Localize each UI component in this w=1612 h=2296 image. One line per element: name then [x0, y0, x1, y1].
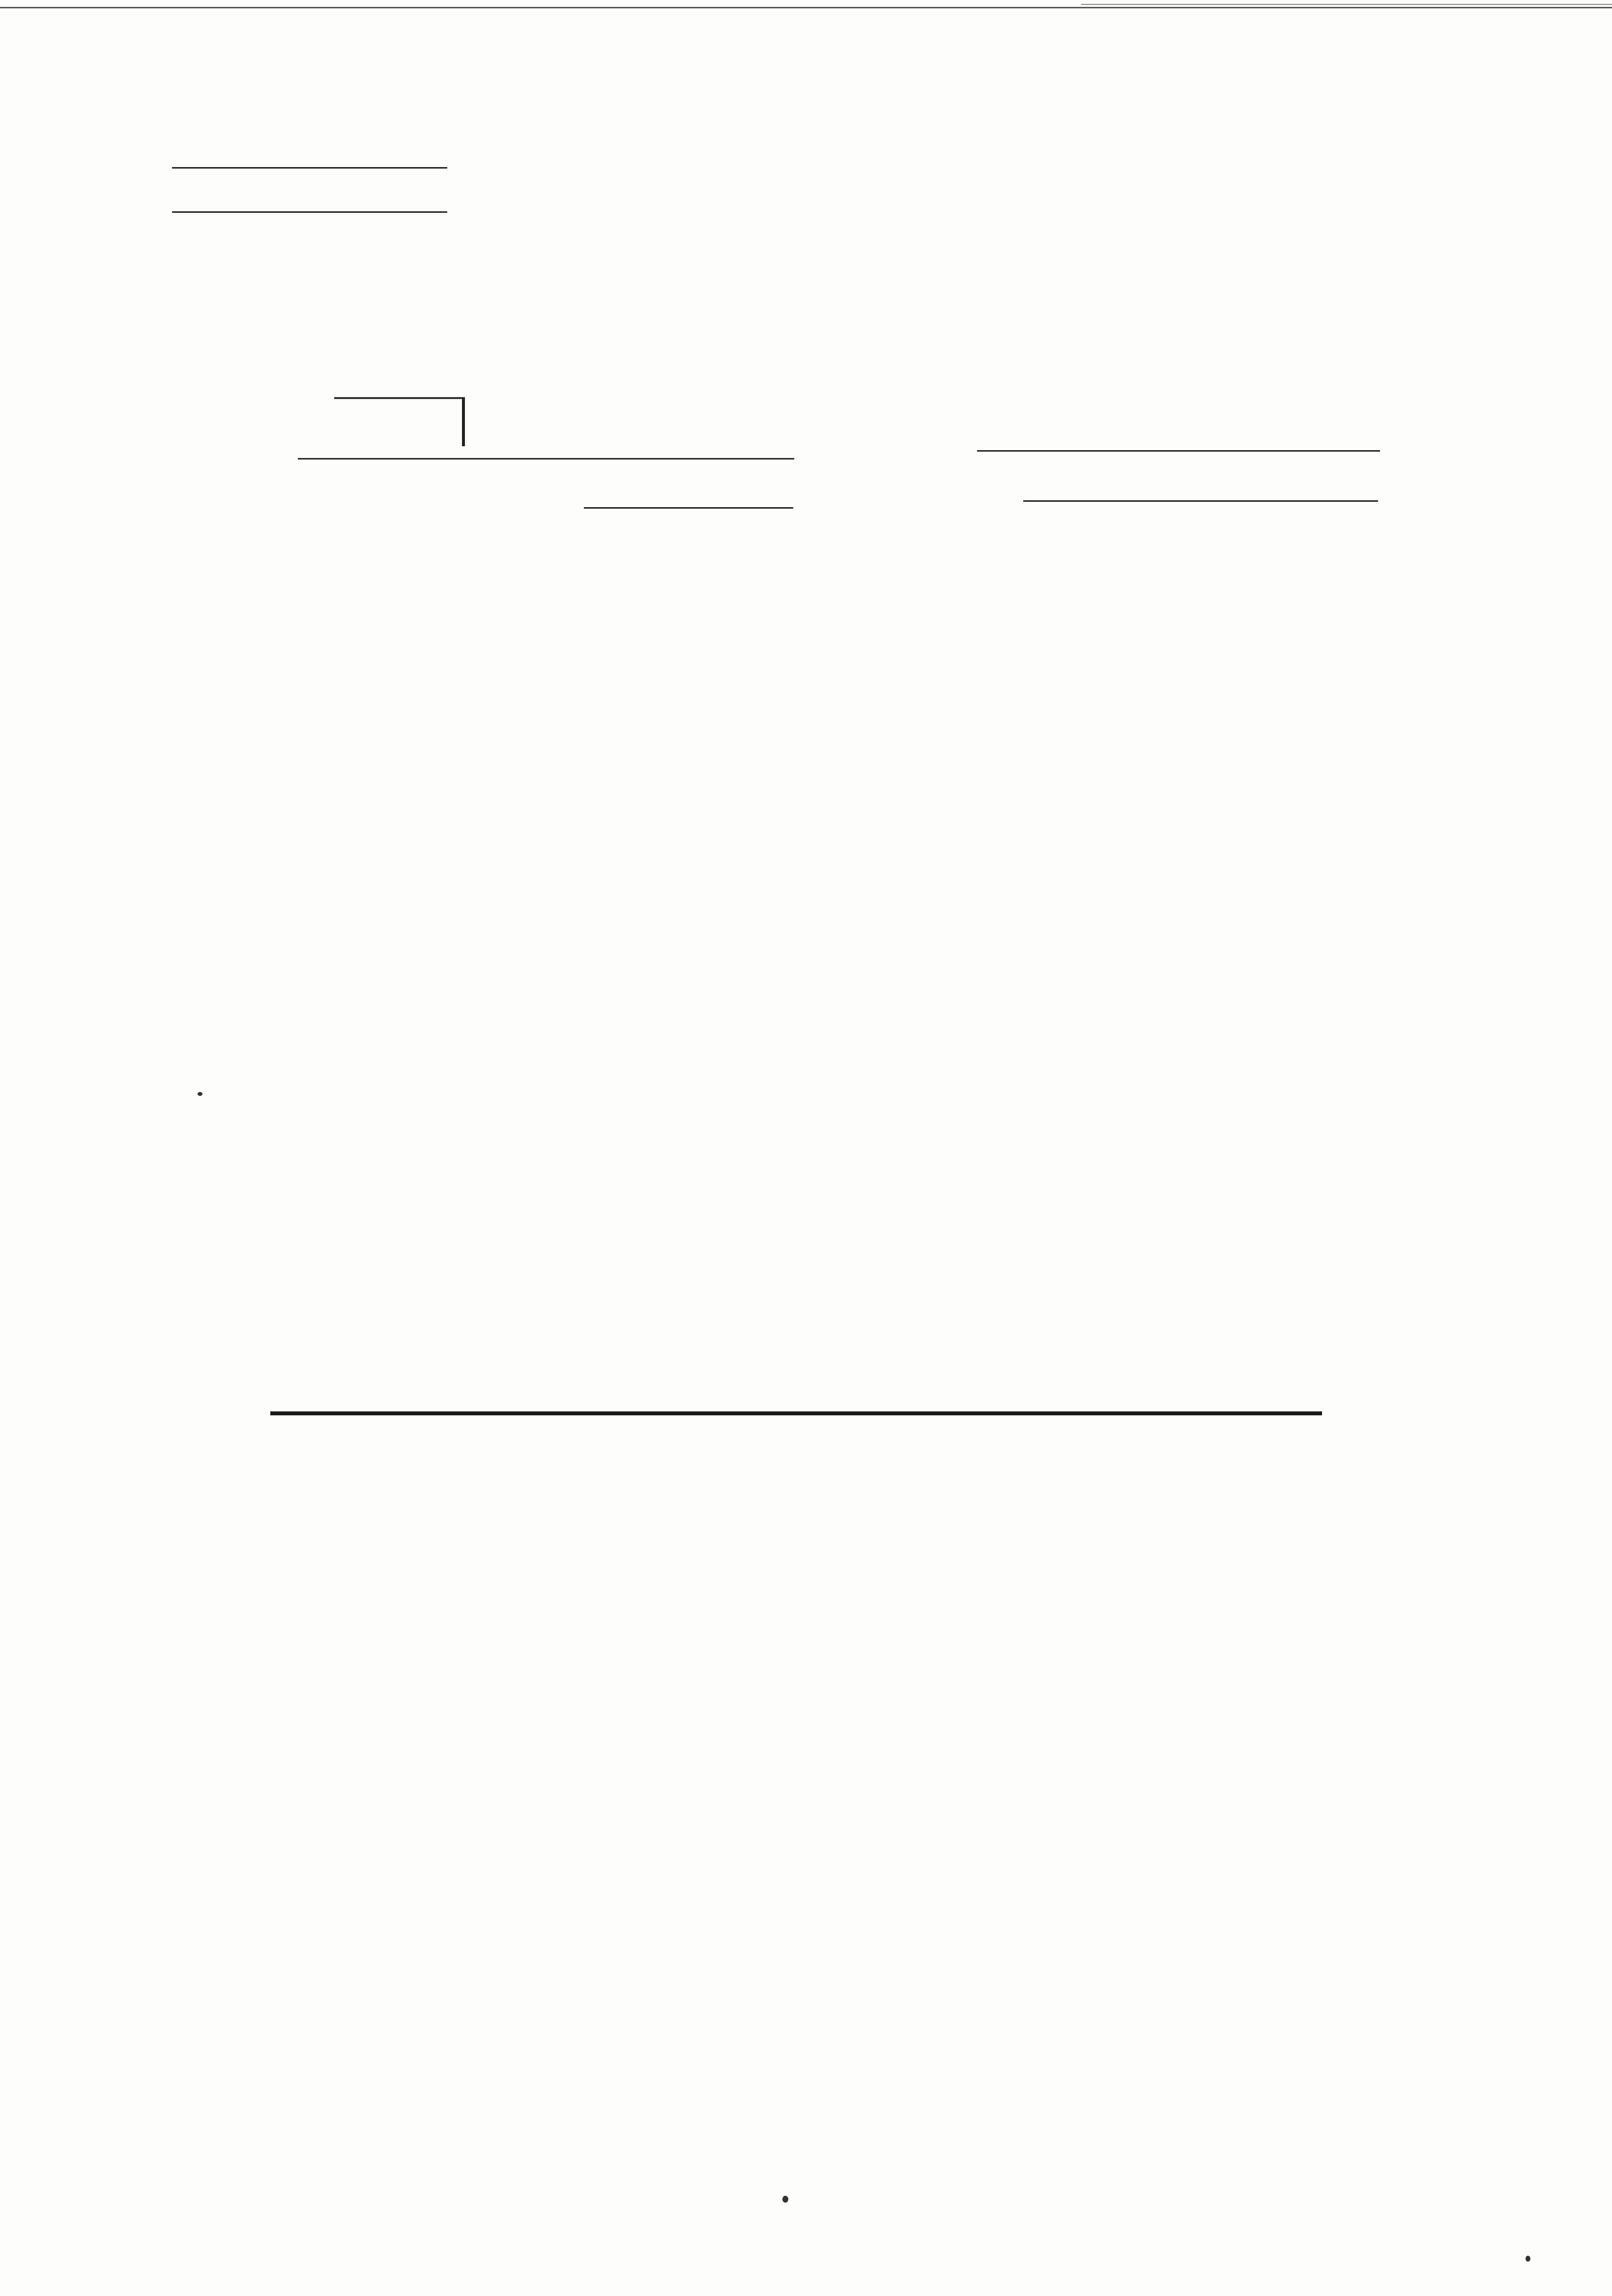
article-column-3 — [1006, 883, 1325, 893]
header-rule-1 — [172, 167, 447, 169]
article-bottom-rule — [270, 1411, 1322, 1415]
scan-speck — [198, 1092, 202, 1096]
tendency-underline — [1023, 500, 1378, 502]
pages-underline — [584, 507, 793, 509]
scan-top-edge-line-2 — [1081, 4, 1612, 5]
scan-speck — [782, 2196, 788, 2203]
periodicity-underline — [977, 450, 1380, 452]
publication-underline — [298, 458, 794, 459]
header-rule-2 — [172, 211, 447, 213]
scan-speck — [1526, 2256, 1530, 2262]
publication-stamp — [334, 397, 465, 446]
scan-top-edge-line — [0, 7, 1612, 8]
article-column-2 — [637, 1001, 956, 1032]
